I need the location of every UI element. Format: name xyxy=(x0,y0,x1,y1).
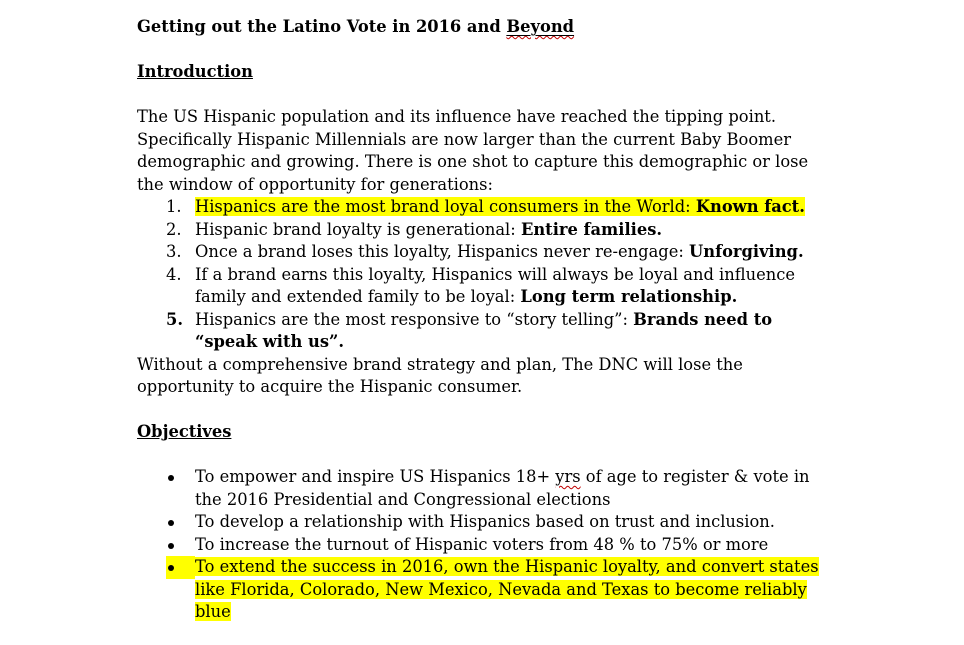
highlighted-text: To extend the success in 2016, own the Hispanic loyalty, and convert states like Florida, Colorado, New Mexico, Nevada and Texas to become reliably blue xyxy=(195,557,819,621)
list-number: 3. xyxy=(166,242,182,261)
bullet-item: To increase the turnout of Hispanic voters from 48 % to 75% or more xyxy=(137,534,837,557)
bullet-item: To develop a relationship with Hispanics based on trust and inclusion. xyxy=(137,511,837,534)
list-number: 1. xyxy=(166,197,182,216)
bullet-icon xyxy=(168,543,174,549)
bullet-list xyxy=(137,466,837,624)
closing-paragraph: Without a comprehensive brand strategy and plan, The DNC will lose the opportunity to acquire the Hispanic consumer. xyxy=(137,354,743,396)
list-item: 2. Hispanic brand loyalty is generational: Entire families. xyxy=(137,219,837,242)
title-text: Getting out the Latino Vote in 2016 and xyxy=(137,17,507,36)
document-body xyxy=(137,16,837,624)
highlighted-text: Hispanics are the most brand loyal consumers in the World: Known fact. xyxy=(195,197,805,216)
list-item: 4. If a brand earns this loyalty, Hispanics will always be loyal and influence family and extended family to be loyal: Long term relationship. xyxy=(166,264,795,306)
bullet-item xyxy=(137,556,837,624)
list-number: 5. xyxy=(166,309,183,329)
list-item xyxy=(137,196,837,219)
title-flagged-word[interactable]: Beyond xyxy=(506,17,575,36)
objectives-heading: Objectives xyxy=(137,422,232,441)
spacer xyxy=(137,84,837,107)
spacer xyxy=(137,399,837,422)
spacer xyxy=(137,39,837,62)
introduction-paragraph: The US Hispanic population and its influence have reached the tipping point. Specifically Hispanic Millennials are now larger than the current Baby Boomer demographic and growing. There is one shot to capture this demographic or lose the window of opportunity for generations: xyxy=(137,107,809,194)
bullet-item: To empower and inspire US Hispanics 18+ yrs of age to register & vote in the 2016 Presidential and Congressional elections xyxy=(137,466,837,511)
list-item: 3. Once a brand loses this loyalty, Hispanics never re-engage: Unforgiving. xyxy=(137,241,837,264)
bullet-icon xyxy=(168,475,174,481)
numbered-list xyxy=(137,196,837,354)
document-title xyxy=(137,16,837,39)
bullet-icon xyxy=(168,520,174,526)
list-item: 5. Hispanics are the most responsive to “story telling”: Brands need to “speak with us”. xyxy=(166,309,773,351)
introduction-heading: Introduction xyxy=(137,62,253,81)
flagged-word[interactable]: yrs xyxy=(555,467,581,486)
list-number: 4. xyxy=(166,264,182,284)
bullet-icon xyxy=(168,565,174,571)
spacer xyxy=(137,444,837,467)
list-number: 2. xyxy=(166,219,182,239)
